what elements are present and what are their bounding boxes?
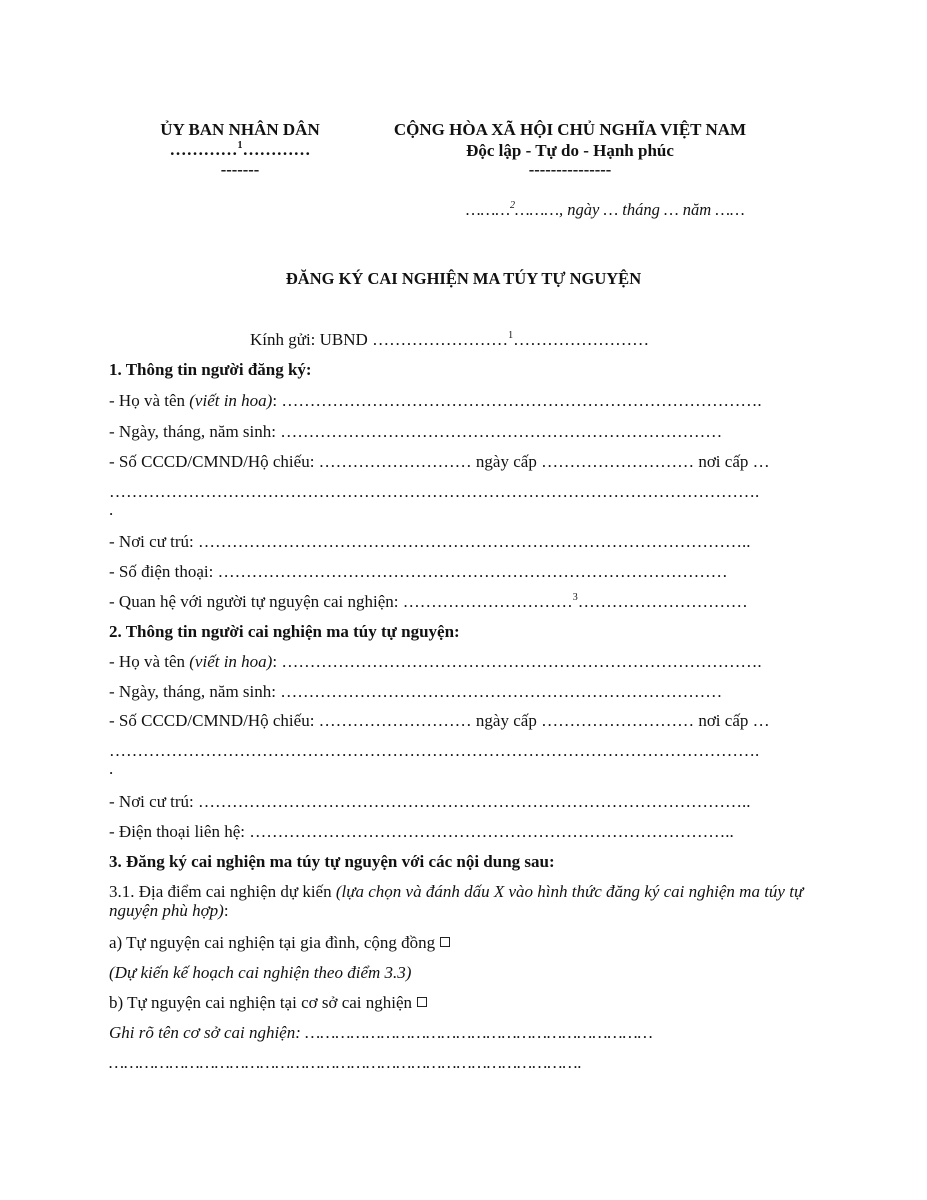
date-blank: ………, ngày … tháng … năm ……	[515, 200, 745, 219]
national-title: CỘNG HÒA XÃ HỘI CHỦ NGHĨA VIỆT NAM	[393, 120, 747, 139]
recipient-text: Kính gửi: UBND ……………………	[250, 330, 509, 349]
footnote-ref: 2	[510, 200, 516, 211]
field-blank: : ………………………………………………………………………….	[272, 652, 762, 671]
option-b-label: b) Tự nguyện cai nghiện tại cơ sở cai nghiện	[109, 993, 413, 1012]
recipient-line	[250, 330, 649, 350]
dots: …………	[169, 140, 238, 159]
item-hint: (lựa chọn và đánh dấu X vào hình thức đăng ký cai nghiện ma túy tự nguyện phù hợp)	[109, 882, 804, 920]
field-label: - Quan hệ với người tự nguyện cai nghiện: …………………………	[109, 592, 573, 611]
place-blank: ………	[466, 200, 511, 219]
patient-name-field	[109, 652, 762, 672]
field-hint: (viết in hoa)	[189, 652, 273, 671]
patient-id-field: - Số CCCD/CMND/Hộ chiếu: ……………………… ngày cấp ……………………… nơi cấp …	[109, 711, 770, 730]
recipient-blank: ……………………	[513, 330, 650, 349]
registrant-relation-field	[109, 592, 748, 612]
option-a-row[interactable]	[109, 933, 450, 953]
option-a-label: a) Tự nguyện cai nghiện tại gia đình, cộng đồng	[109, 933, 436, 952]
section1-heading: 1. Thông tin người đăng ký:	[109, 360, 312, 379]
footnote-ref: 3	[572, 592, 578, 603]
right-rule: ---------------	[528, 160, 612, 179]
patient-id-continuation: …………………………………………………………………………………………………….	[109, 741, 760, 760]
continuation-dot: .	[109, 759, 114, 778]
section2-heading: 2. Thông tin người cai nghiện ma túy tự nguyện:	[109, 622, 460, 641]
registrant-residence-field: - Nơi cư trú: ……………………………………………………………………………………..	[109, 532, 751, 551]
issuing-authority: ỦY BAN NHÂN DÂN	[160, 120, 320, 139]
field-label: - Họ và tên	[109, 391, 190, 410]
authority-name-blank	[120, 140, 360, 160]
item-label: 3.1. Địa điểm cai nghiện dự kiến	[109, 882, 336, 901]
field-blank: …………………………	[577, 592, 748, 611]
facility-name-field: Ghi rõ tên cơ sở cai nghiện: ……………………………………………………………	[109, 1023, 653, 1042]
item-3-1	[109, 882, 829, 920]
national-motto: Độc lập - Tự do - Hạnh phúc	[466, 141, 674, 160]
dots: …………	[242, 140, 311, 159]
registrant-name-field	[109, 391, 762, 411]
footnote-ref: 1	[508, 330, 514, 341]
place-date-line	[466, 201, 745, 220]
facility-name-continuation: ………………………………………………………………………………….	[109, 1053, 582, 1072]
left-rule: -------	[220, 160, 260, 179]
option-a-checkbox[interactable]	[440, 937, 450, 947]
registrant-id-field: - Số CCCD/CMND/Hộ chiếu: ……………………… ngày cấp ……………………… nơi cấp …	[109, 452, 770, 471]
field-label: - Họ và tên	[109, 652, 190, 671]
option-a-note: (Dự kiến kế hoạch cai nghiện theo điểm 3.3)	[109, 963, 412, 982]
registrant-id-continuation: …………………………………………………………………………………………………….	[109, 482, 760, 501]
field-hint: (viết in hoa)	[189, 391, 273, 410]
document-title: ĐĂNG KÝ CAI NGHIỆN MA TÚY TỰ NGUYỆN	[285, 269, 642, 288]
patient-phone-field: - Điện thoại liên hệ: …………………………………………………………………………..	[109, 822, 734, 841]
registrant-dob-field: - Ngày, tháng, năm sinh: ……………………………………………………………………	[109, 422, 723, 441]
option-b-row[interactable]	[109, 993, 427, 1013]
section3-heading: 3. Đăng ký cai nghiện ma túy tự nguyện với các nội dung sau:	[109, 852, 555, 871]
patient-dob-field: - Ngày, tháng, năm sinh: ……………………………………………………………………	[109, 682, 723, 701]
patient-residence-field: - Nơi cư trú: ……………………………………………………………………………………..	[109, 792, 751, 811]
registrant-phone-field: - Số điện thoại: ………………………………………………………………………………	[109, 562, 728, 581]
item-colon: :	[223, 901, 229, 920]
footnote-ref: 1	[237, 140, 243, 151]
continuation-dot: .	[109, 500, 114, 519]
option-b-checkbox[interactable]	[417, 997, 427, 1007]
field-blank: : ………………………………………………………………………….	[272, 391, 762, 410]
